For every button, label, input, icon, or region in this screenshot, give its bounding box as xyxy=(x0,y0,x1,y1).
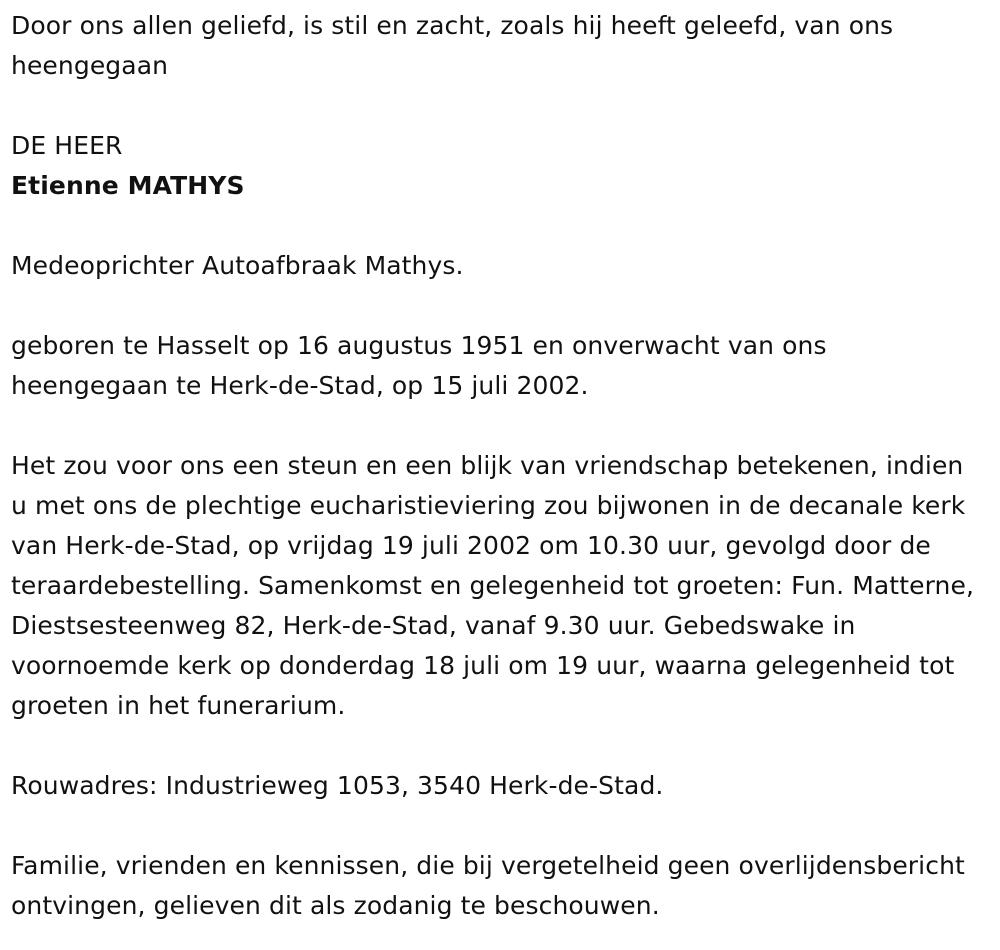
deceased-name: Etienne MATHYS xyxy=(11,171,245,200)
closing-text: Familie, vrienden en kennissen, die bij vergetelheid geen overlijdensbericht ontvingen, gelieven dit als zodanig te beschouwen. xyxy=(11,851,965,920)
spacer xyxy=(11,726,980,766)
spacer xyxy=(11,206,980,246)
birth-death-text: geboren te Hasselt op 16 augustus 1951 en onverwacht van ons heengegaan te Herk-de-Stad, op 15 juli 2002. xyxy=(11,331,827,400)
mourning-address: Rouwadres: Industrieweg 1053, 3540 Herk-de-Stad. xyxy=(11,771,664,800)
intro-text: Door ons allen geliefd, is stil en zacht, zoals hij heeft geleefd, van ons heengegaan xyxy=(11,11,894,80)
spacer xyxy=(11,286,980,326)
spacer xyxy=(11,406,980,446)
role-text: Medeoprichter Autoafbraak Mathys. xyxy=(11,251,464,280)
ceremony-text: Het zou voor ons een steun en een blijk van vriendschap betekenen, indien u met ons de plechtige eucharistieviering zou bijwonen in de decanale kerk van Herk-de-Stad, op vrijdag 19 juli 2002 om 10.30 uur, gevolgd door de teraardebestelling. Samenkomst en gelegenheid tot groeten: Fun. Matterne, Diestsesteenweg 82, Herk-de-Stad, vanaf 9.30 uur. Gebedswake in voornoemde kerk op donderdag 18 juli om 19 uur, waarna gelegenheid tot groeten in het funerarium. xyxy=(11,451,974,720)
spacer xyxy=(11,806,980,846)
honorific-title: DE HEER xyxy=(11,131,123,160)
spacer xyxy=(11,86,980,126)
